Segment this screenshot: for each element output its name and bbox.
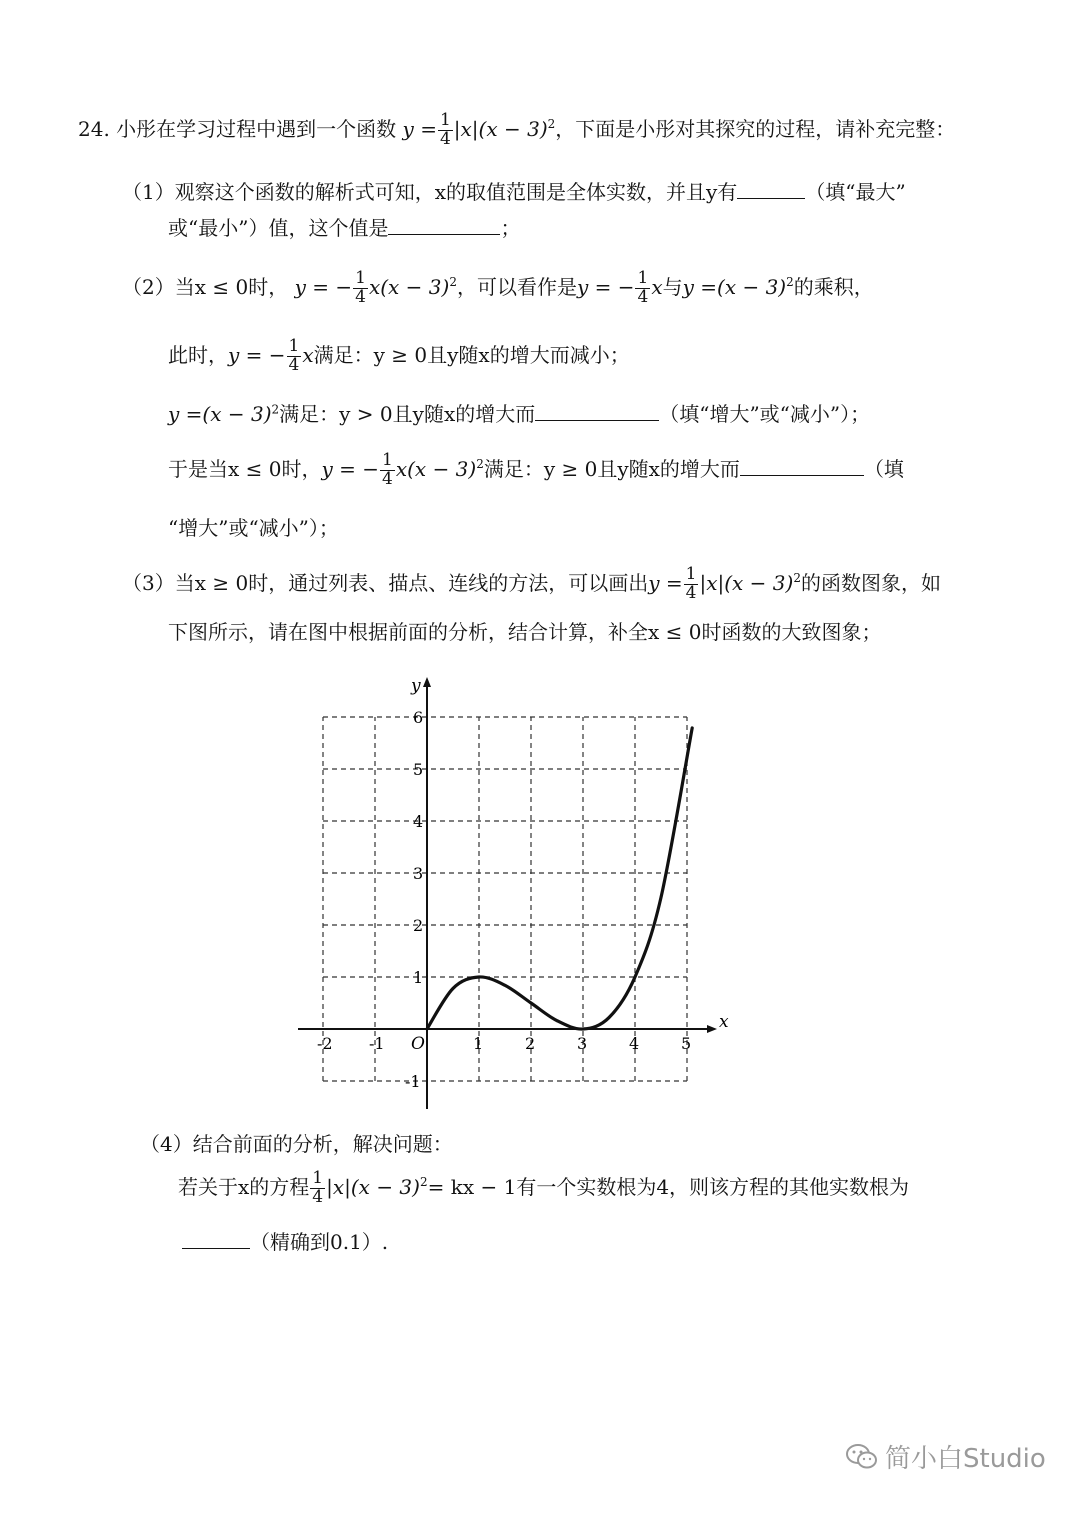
fraction: $\frac{1}{4}$ — [312, 1168, 324, 1207]
function-curve — [427, 728, 692, 1029]
y-tick-label: 2 — [413, 916, 424, 935]
fraction: $\frac{1}{4}$ — [637, 268, 649, 307]
watermark-text: 简小白Studio — [885, 1444, 1046, 1474]
answer-blank[interactable] — [535, 406, 659, 421]
part-3-line-2: 下图所示，请在图中根据前面的分析，结合计算，补全x ≤ 0时函数的大致图象； — [168, 620, 882, 644]
fraction: $\frac{1}{4}$ — [355, 268, 366, 307]
part-2-line-5: “增大”或“减小”）； — [168, 516, 339, 540]
part-2-line-3: $y =(x - 3)^2$满足：y > 0且y随x的增大而 （填“增大”或“减小”）； — [168, 402, 871, 426]
x-tick-label: 5 — [681, 1034, 692, 1053]
y-axis-arrow — [423, 677, 431, 687]
answer-blank[interactable] — [737, 184, 805, 199]
fraction: $\frac{1}{4}$ — [685, 564, 697, 603]
y-tick-label: 6 — [413, 708, 424, 727]
x-tick-label: -1 — [369, 1034, 385, 1053]
question-24-intro: 24. 小彤在学习过程中遇到一个函数 y = $\frac{1}{4}$ $|x|(x - 3)^2$，下面是小彤对其探究的过程，请补充完整： — [78, 110, 956, 149]
function-graph — [290, 670, 740, 1120]
x-tick-label: -2 — [317, 1034, 333, 1053]
part-2-line-1: （2）当x ≤ 0时， y = − $\frac{1}{4}$ $x(x - 3)^2$，可以看作是y = − $\frac{1}{4}$ x与$y =(x - 3)^2$的乘积， — [122, 268, 874, 307]
origin-label: O — [411, 1034, 425, 1054]
question-number: 24. — [78, 116, 110, 141]
part-4-line-1: （4）结合前面的分析，解决问题： — [140, 1132, 453, 1156]
y-tick-label: 5 — [413, 760, 424, 779]
x-axis-arrow — [707, 1025, 717, 1033]
x-tick-label: 1 — [473, 1034, 484, 1053]
part-4-line-3: （精确到0.1）. — [182, 1226, 388, 1255]
x-tick-label: 3 — [577, 1034, 588, 1053]
y-tick-label: 3 — [413, 864, 424, 883]
part-1-line-2: 或“最小”）值，这个值是 ； — [168, 216, 521, 240]
y-tick-label: 4 — [413, 812, 424, 831]
x-tick-label: 2 — [525, 1034, 536, 1053]
part-3-line-1: （3）当x ≥ 0时，通过列表、描点、连线的方法，可以画出y = $\frac{1}{4}$ $|x|(x - 3)^2$的函数图象，如 — [122, 564, 941, 603]
part-2-line-2: 此时，y = − $\frac{1}{4}$ x满足：y ≥ 0且y随x的增大而减小； — [168, 336, 630, 375]
answer-blank[interactable] — [388, 220, 500, 235]
part-2-line-4: 于是当x ≤ 0时，y = − $\frac{1}{4}$ $x(x - 3)^2$满足：y ≥ 0且y随x的增大而 （填 — [168, 450, 904, 489]
y-tick-label: -1 — [405, 1072, 421, 1091]
fraction: $\frac{1}{4}$ — [439, 110, 451, 149]
x-tick-label: 4 — [629, 1034, 640, 1053]
watermark — [845, 1438, 1046, 1475]
answer-blank[interactable] — [182, 1234, 250, 1249]
y-tick-label: 1 — [413, 968, 424, 987]
fraction: $\frac{1}{4}$ — [382, 450, 393, 489]
fraction: $\frac{1}{4}$ — [288, 336, 300, 375]
y-axis-label: y — [411, 676, 421, 696]
part-4-line-2: 若关于x的方程 $\frac{1}{4}$ $|x|(x - 3)^2=$ kx − 1有一个实数根为4，则该方程的其他实数根为 — [178, 1168, 910, 1207]
x-axis-label: x — [719, 1012, 729, 1032]
answer-blank[interactable] — [740, 461, 864, 476]
part-1-line-1: （1）观察这个函数的解析式可知，x的取值范围是全体实数，并且y有 （填“最大” — [122, 180, 906, 204]
wechat-icon — [845, 1442, 879, 1472]
